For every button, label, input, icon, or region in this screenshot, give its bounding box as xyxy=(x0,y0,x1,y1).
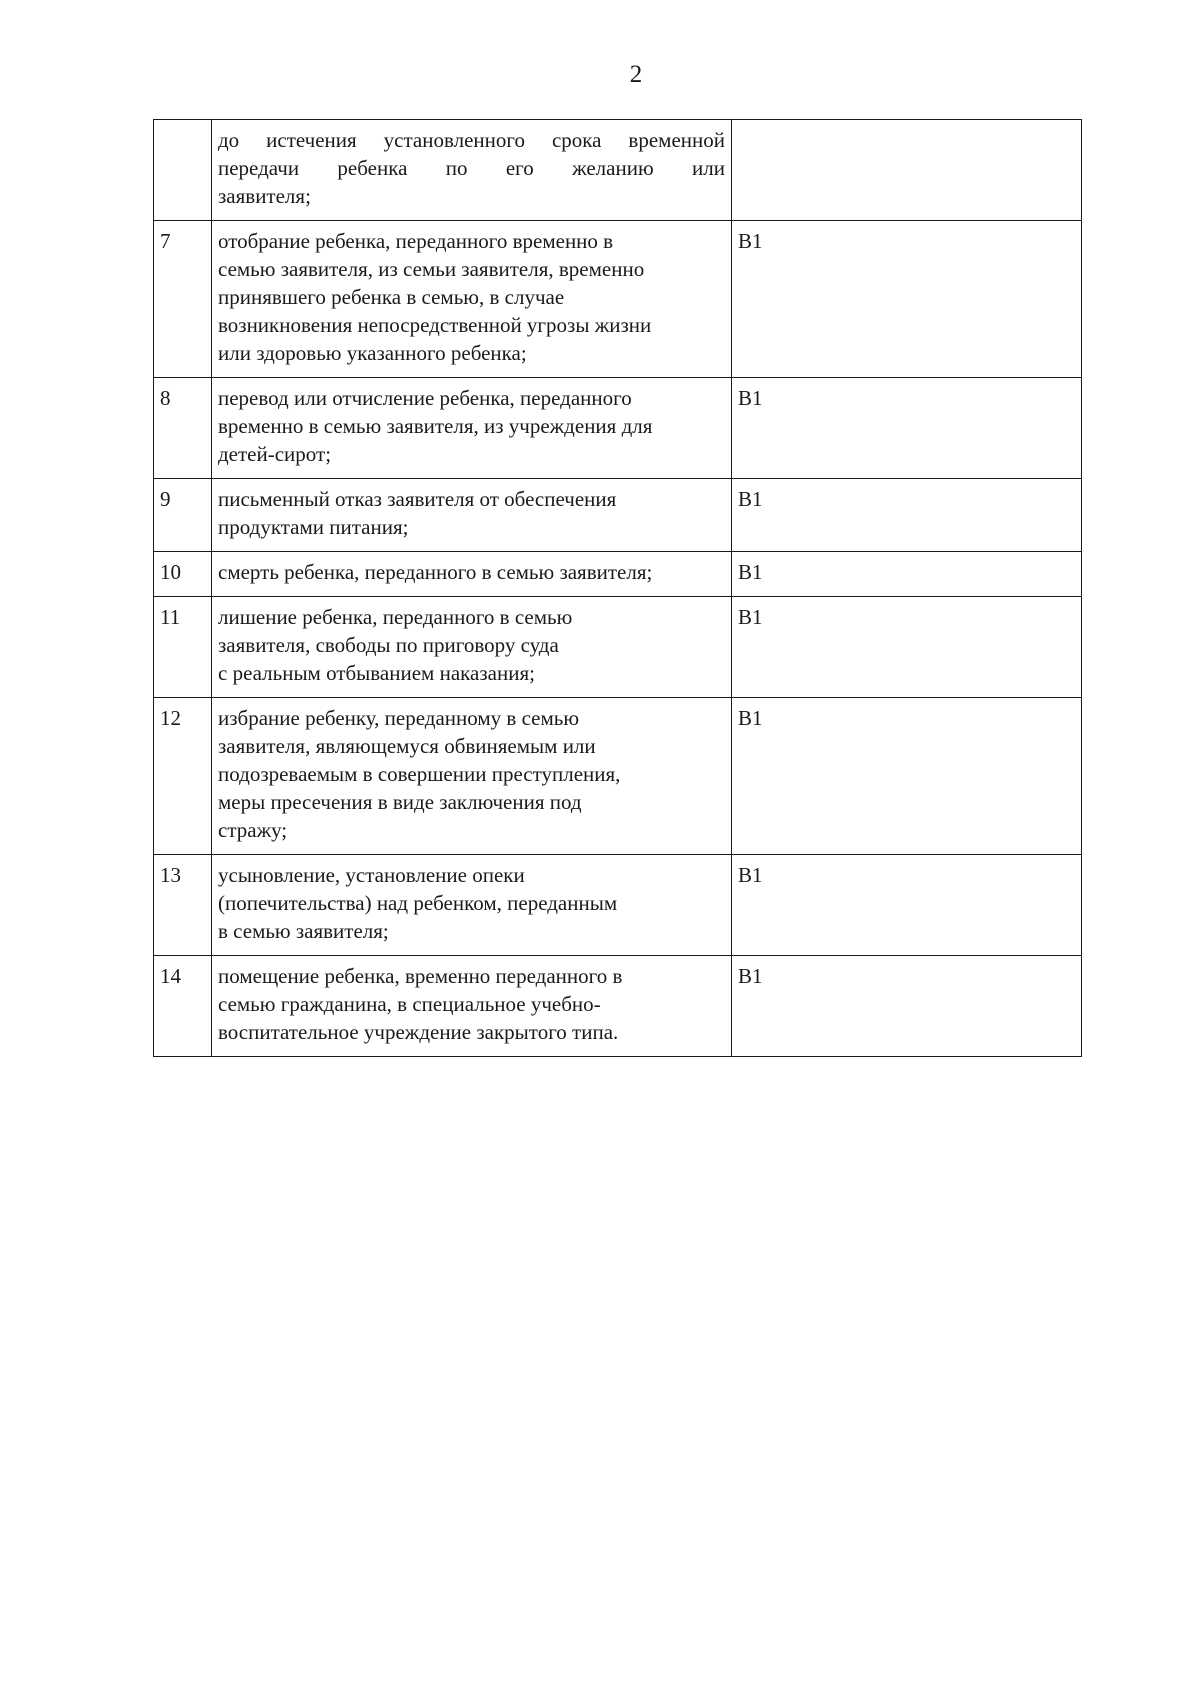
row-code: B1 xyxy=(732,956,1082,1057)
row-text xyxy=(212,479,732,552)
row-code: B1 xyxy=(732,221,1082,378)
row-text xyxy=(212,221,732,378)
text-line: семью заявителя, из семьи заявителя, временно xyxy=(218,257,645,281)
table-row xyxy=(154,120,1082,221)
row-code: B1 xyxy=(732,698,1082,855)
text-line: принявшего ребенка в семью, в случае xyxy=(218,285,565,309)
word: до xyxy=(218,128,240,152)
row-number: 7 xyxy=(154,221,212,378)
row-text xyxy=(212,698,732,855)
text-line: письменный отказ заявителя от обеспечения xyxy=(218,487,617,511)
text-line: семью гражданина, в специальное учебно- xyxy=(218,992,601,1016)
row-number: 10 xyxy=(154,552,212,597)
row-code: B1 xyxy=(732,378,1082,479)
text-line: заявителя, являющемуся обвиняемым или xyxy=(218,734,596,758)
row-text xyxy=(212,120,732,221)
word: срока xyxy=(551,128,602,152)
table-row xyxy=(154,855,1082,956)
word: или xyxy=(692,156,725,180)
text-line: стражу; xyxy=(218,818,288,842)
text-line: меры пресечения в виде заключения под xyxy=(218,790,582,814)
row-code: B1 xyxy=(732,597,1082,698)
row-number: 9 xyxy=(154,479,212,552)
table-row xyxy=(154,552,1082,597)
page-number: 2 xyxy=(629,61,643,88)
text-line: в семью заявителя; xyxy=(218,919,389,943)
word: по xyxy=(445,156,468,180)
text-line: возникновения непосредственной угрозы жизни xyxy=(218,313,652,337)
row-text xyxy=(212,855,732,956)
word: его xyxy=(505,156,534,180)
text-line: (попечительства) над ребенком, переданным xyxy=(218,891,618,915)
word: временной xyxy=(628,128,725,152)
table-row xyxy=(154,956,1082,1057)
table-row xyxy=(154,221,1082,378)
row-text xyxy=(212,552,732,597)
table-row xyxy=(154,479,1082,552)
word: установленного xyxy=(383,128,525,152)
row-number: 14 xyxy=(154,956,212,1057)
row-text xyxy=(212,956,732,1057)
table-row xyxy=(154,597,1082,698)
text-line: смерть ребенка, переданного в семью заявителя; xyxy=(218,560,653,584)
document-table xyxy=(153,119,1082,1057)
text-line: или здоровью указанного ребенка; xyxy=(218,341,527,365)
text-line: лишение ребенка, переданного в семью xyxy=(218,605,573,629)
row-number: 12 xyxy=(154,698,212,855)
word: ребенка xyxy=(337,156,408,180)
text-line: заявителя; xyxy=(218,184,311,208)
text-line: заявителя, свободы по приговору суда xyxy=(218,633,559,657)
row-code xyxy=(732,120,1082,221)
text-line: воспитательное учреждение закрытого типа. xyxy=(218,1020,619,1044)
row-code: B1 xyxy=(732,552,1082,597)
text-line: временно в семью заявителя, из учреждения для xyxy=(218,414,653,438)
table-row xyxy=(154,698,1082,855)
row-number: 13 xyxy=(154,855,212,956)
word: желанию xyxy=(572,156,654,180)
text-line: продуктами питания; xyxy=(218,515,409,539)
row-number: 8 xyxy=(154,378,212,479)
row-code: B1 xyxy=(732,479,1082,552)
table-body xyxy=(154,120,1082,1057)
text-line: усыновление, установление опеки xyxy=(218,863,525,887)
text-line: помещение ребенка, временно переданного в xyxy=(218,964,623,988)
text-line: подозреваемым в совершении преступления, xyxy=(218,762,621,786)
row-number: 11 xyxy=(154,597,212,698)
text-line-justified xyxy=(218,154,725,182)
word: передачи xyxy=(218,156,300,180)
text-line: отобрание ребенка, переданного временно в xyxy=(218,229,614,253)
text-line-justified xyxy=(218,126,725,154)
table-row xyxy=(154,378,1082,479)
row-text xyxy=(212,378,732,479)
row-code: B1 xyxy=(732,855,1082,956)
text-line: избрание ребенку, переданному в семью xyxy=(218,706,580,730)
text-line: перевод или отчисление ребенка, переданного xyxy=(218,386,632,410)
text-line: с реальным отбыванием наказания; xyxy=(218,661,535,685)
row-number xyxy=(154,120,212,221)
text-line: детей-сирот; xyxy=(218,442,332,466)
word: истечения xyxy=(266,128,357,152)
row-text xyxy=(212,597,732,698)
